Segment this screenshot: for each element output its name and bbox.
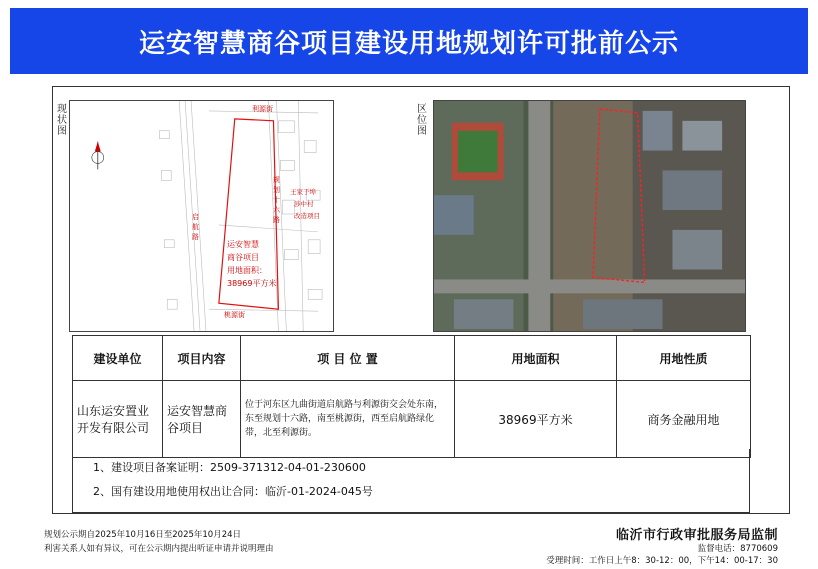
cell-content: 运安智慧商谷项目 [163, 381, 241, 458]
office-hours: 受理时间：工作日上午8：30-12：00，下午14：00-17：30 [546, 556, 778, 566]
east-road-label: 规划十六路 [273, 176, 280, 224]
project-info-table [72, 335, 751, 458]
neighbor-label [290, 186, 320, 222]
header-location: 项 目 位 置 [241, 336, 455, 381]
location-map-label: 区位图 [417, 104, 427, 137]
cell-area: 38969平方米 [455, 381, 617, 458]
objection-notice: 利害关系人如有异议，可在公示期内提出听证申请并说明理由 [44, 544, 274, 554]
header-unit: 建设单位 [73, 336, 163, 381]
header-nature: 用地性质 [617, 336, 751, 381]
issuing-authority: 临沂市行政审批服务局监制 [615, 528, 778, 543]
header-area: 用地面积 [455, 336, 617, 381]
page-title: 运安智慧商谷项目建设用地规划许可批前公示 [138, 28, 679, 59]
parcel-line-2: 商谷项目 [227, 253, 259, 262]
table-header-row [73, 336, 751, 381]
south-road-label: 桃源街 [224, 311, 245, 319]
header-content: 项目内容 [163, 336, 241, 381]
west-road-label: 启航路 [192, 213, 199, 241]
record-note: 1、建设项目备案证明：2509-371312-04-01-230600 [93, 461, 366, 474]
cell-location: 位于河东区九曲街道启航路与利源街交会处东南，东至规划十六路，南至桃源街，西至启航路绿化带，北至利源街。 [241, 381, 455, 458]
notes-box [72, 449, 750, 513]
satellite-drawing [434, 101, 745, 331]
page-title-banner [10, 8, 808, 74]
neighbor-line-1: 王家于埠 [290, 188, 316, 196]
supervision-phone: 监督电话：8770609 [697, 544, 778, 554]
parcel-line-3: 用地面积： [227, 266, 267, 275]
footer-right [546, 524, 778, 567]
north-road-label: 利源街 [252, 105, 273, 113]
footer-left [44, 528, 274, 556]
contract-note: 2、国有建设用地使用权出让合同：临沂-01-2024-045号 [93, 485, 373, 498]
publicity-period: 规划公示期自2025年10月16日至2025年10月24日 [44, 530, 242, 540]
neighbor-line-2: 涉中村 [294, 200, 314, 208]
neighbor-line-3: 改造项目 [294, 212, 320, 220]
cell-unit: 山东运安置业开发有限公司 [73, 381, 163, 458]
parcel-label [227, 238, 276, 290]
location-map [433, 100, 746, 332]
cell-nature: 商务金融用地 [617, 381, 751, 458]
current-map-label: 现状图 [57, 104, 67, 137]
parcel-line-1: 运安智慧 [227, 240, 259, 249]
table-row [73, 381, 751, 458]
parcel-line-4: 38969平方米 [227, 279, 277, 288]
